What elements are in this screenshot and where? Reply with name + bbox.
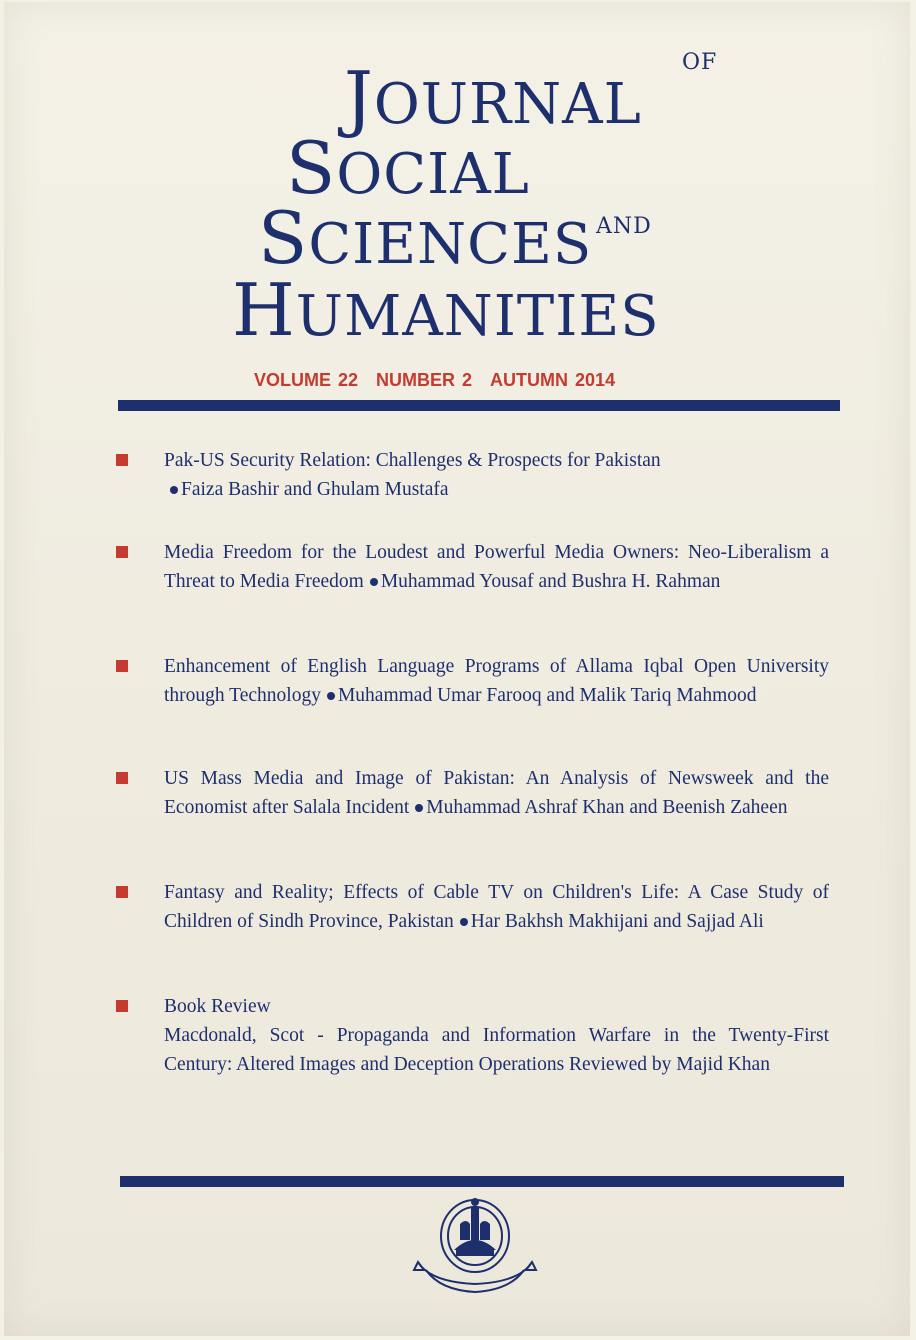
- article-title: Fantasy and Reality; Effects of Cable TV on Children's Life: A Case Study of Children of Sindh Province, Pakistan: [164, 882, 829, 932]
- issue-number: NUMBER 2: [376, 370, 473, 390]
- article-authors: Muhammad Ashraf Khan and Beenish Zaheen: [426, 797, 788, 818]
- masthead-word-of: OF: [682, 50, 718, 75]
- dot-bullet-icon: [415, 804, 423, 812]
- article-authors: Faiza Bashir and Ghulam Mustafa: [181, 479, 449, 500]
- top-divider: [118, 400, 840, 411]
- issue-info: [254, 370, 633, 391]
- university-emblem-icon: [410, 1190, 540, 1296]
- article-title: Pak-US Security Relation: Challenges & Prospects for Pakistan: [164, 450, 661, 471]
- masthead-line-humanities: HUMANITIES: [232, 268, 660, 352]
- article-authors: Muhammad Yousaf and Bushra H. Rahman: [380, 571, 721, 592]
- book-review-heading: Book Review: [164, 996, 271, 1017]
- square-bullet-icon: [116, 1000, 128, 1012]
- square-bullet-icon: [116, 454, 128, 466]
- square-bullet-icon: [116, 660, 128, 672]
- masthead-line-social: SOCIAL: [286, 126, 530, 210]
- dot-bullet-icon: [327, 692, 335, 700]
- bottom-divider: [120, 1176, 844, 1187]
- dot-bullet-icon: [370, 578, 378, 586]
- masthead-word-and: AND: [596, 214, 652, 239]
- journal-cover: [4, 2, 910, 1336]
- article-authors: Har Bakhsh Makhijani and Sajjad Ali: [470, 911, 764, 932]
- square-bullet-icon: [116, 546, 128, 558]
- article-title: Enhancement of English Language Programs of Allama Iqbal Open University through Technology: [164, 656, 829, 706]
- square-bullet-icon: [116, 772, 128, 784]
- issue-season: AUTUMN 2014: [490, 370, 616, 390]
- article-title: US Mass Media and Image of Pakistan: An Analysis of Newsweek and the Economist after Salala Incident: [164, 768, 829, 818]
- article-authors: Muhammad Umar Farooq and Malik Tariq Mahmood: [337, 685, 757, 706]
- dot-bullet-icon: [460, 918, 468, 926]
- book-review-text: Macdonald, Scot - Propaganda and Information Warfare in the Twenty-First Century: Altered Images and Deception Operations Reviewed by Majid Khan: [164, 1025, 829, 1075]
- issue-volume: VOLUME 22: [254, 370, 359, 390]
- masthead-line-sciences: SCIENCES: [258, 196, 593, 280]
- square-bullet-icon: [116, 886, 128, 898]
- article-title: Media Freedom for the Loudest and Powerful Media Owners: Neo-Liberalism a Threat to Media Freedom: [164, 542, 829, 592]
- masthead-line-journal: JOURNAL: [344, 56, 642, 140]
- dot-bullet-icon: [170, 486, 178, 494]
